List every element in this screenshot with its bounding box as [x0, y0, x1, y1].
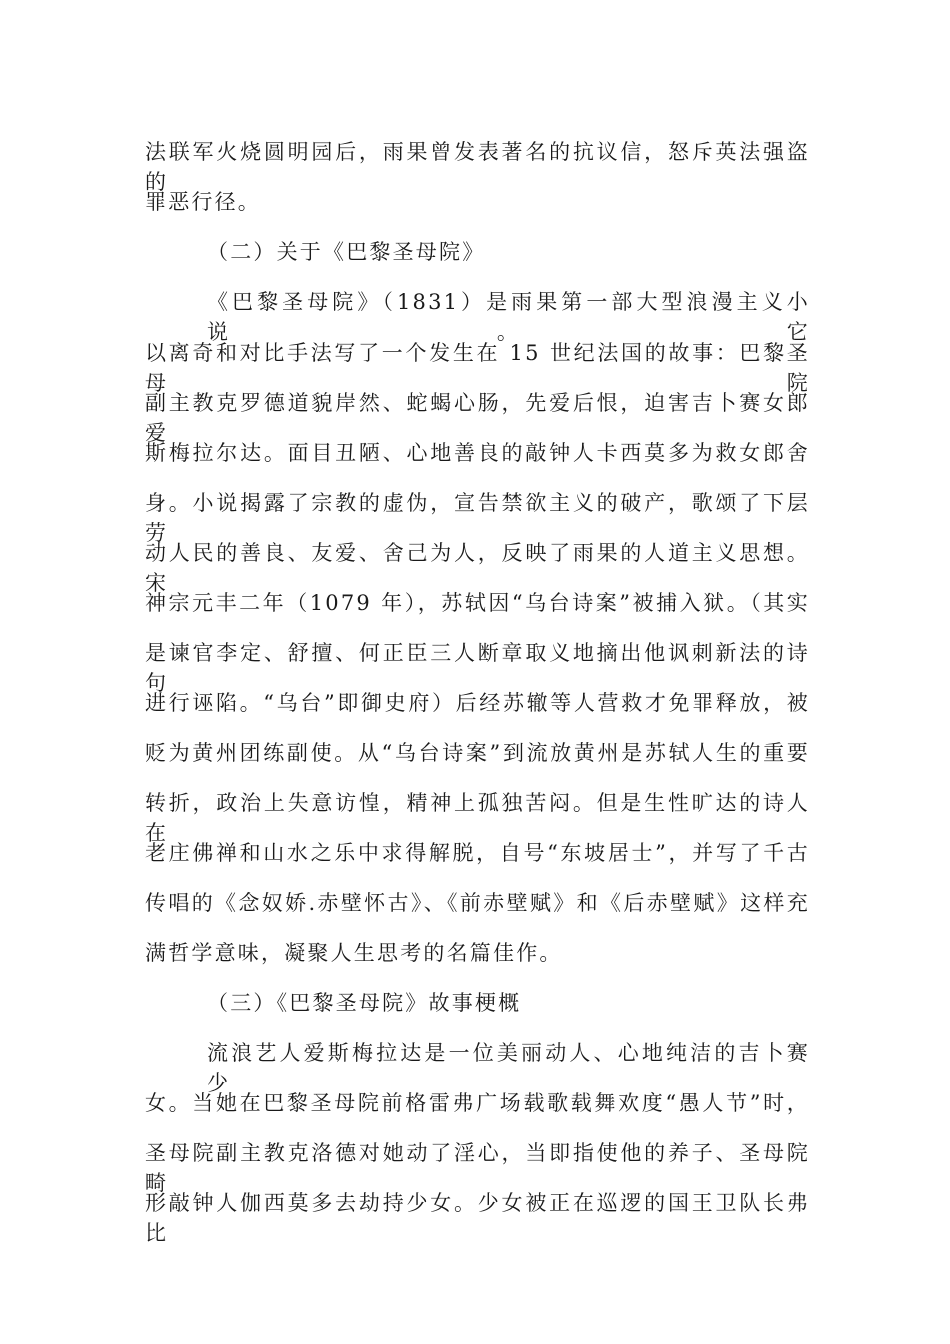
text-line: 圣母院副主教克洛德对她动了淫心，当即指使他的养子、圣母院畸 — [145, 1141, 810, 1195]
text-line: 《巴黎圣母院》（1831）是雨果第一部大型浪漫主义小说。它 — [207, 290, 810, 344]
text-line: 身。小说揭露了宗教的虚伪，宣告禁欲主义的破产，歌颂了下层劳 — [145, 491, 810, 545]
text-line: 进行诬陷。“乌台”即御史府）后经苏辙等人营救才免罪释放，被 — [145, 691, 810, 715]
text-line: 罪恶行径。 — [145, 190, 261, 214]
text-line: 流浪艺人爱斯梅拉达是一位美丽动人、心地纯洁的吉卜赛少 — [207, 1041, 810, 1095]
text-line: 神宗元丰二年（1079 年），苏轼因“乌台诗案”被捕入狱。（其实 — [145, 591, 810, 615]
text-line: 满哲学意味，凝聚人生思考的名篇佳作。 — [145, 941, 563, 965]
section-heading: （三）《巴黎圣母院》故事梗概 — [207, 991, 522, 1015]
text-line: 是谏官李定、舒擅、何正臣三人断章取义地摘出他讽刺新法的诗句 — [145, 641, 810, 695]
text-line: 动人民的善良、友爱、舍己为人，反映了雨果的人道主义思想。宋 — [145, 541, 810, 595]
section-heading: （二）关于《巴黎圣母院》 — [207, 240, 486, 264]
text-line: 副主教克罗德道貌岸然、蛇蝎心肠，先爱后恨，迫害吉卜赛女郎爱 — [145, 391, 810, 445]
text-line: 以离奇和对比手法写了一个发生在 15 世纪法国的故事：巴黎圣母院 — [145, 341, 810, 395]
text-line: 转折，政治上失意访惶，精神上孤独苦闷。但是生性旷达的诗人在 — [145, 791, 810, 845]
text-line: 女。当她在巴黎圣母院前格雷弗广场载歌载舞欢度“愚人节”时， — [145, 1091, 810, 1115]
text-line: 斯梅拉尔达。面目丑陋、心地善良的敲钟人卡西莫多为救女郎舍 — [145, 441, 810, 465]
text-line: 贬为黄州团练副使。从“乌台诗案”到流放黄州是苏轼人生的重要 — [145, 741, 810, 765]
text-line: 老庄佛禅和山水之乐中求得解脱，自号“东坡居士”，并写了千古 — [145, 841, 810, 865]
text-line: 形敲钟人伽西莫多去劫持少女。少女被正在巡逻的国王卫队长弗比 — [145, 1191, 810, 1245]
text-line: 传唱的《念奴娇.赤壁怀古》、《前赤壁赋》和《后赤壁赋》这样充 — [145, 891, 810, 915]
text-line: 法联军火烧圆明园后，雨果曾发表著名的抗议信，怒斥英法强盗的 — [145, 140, 810, 194]
